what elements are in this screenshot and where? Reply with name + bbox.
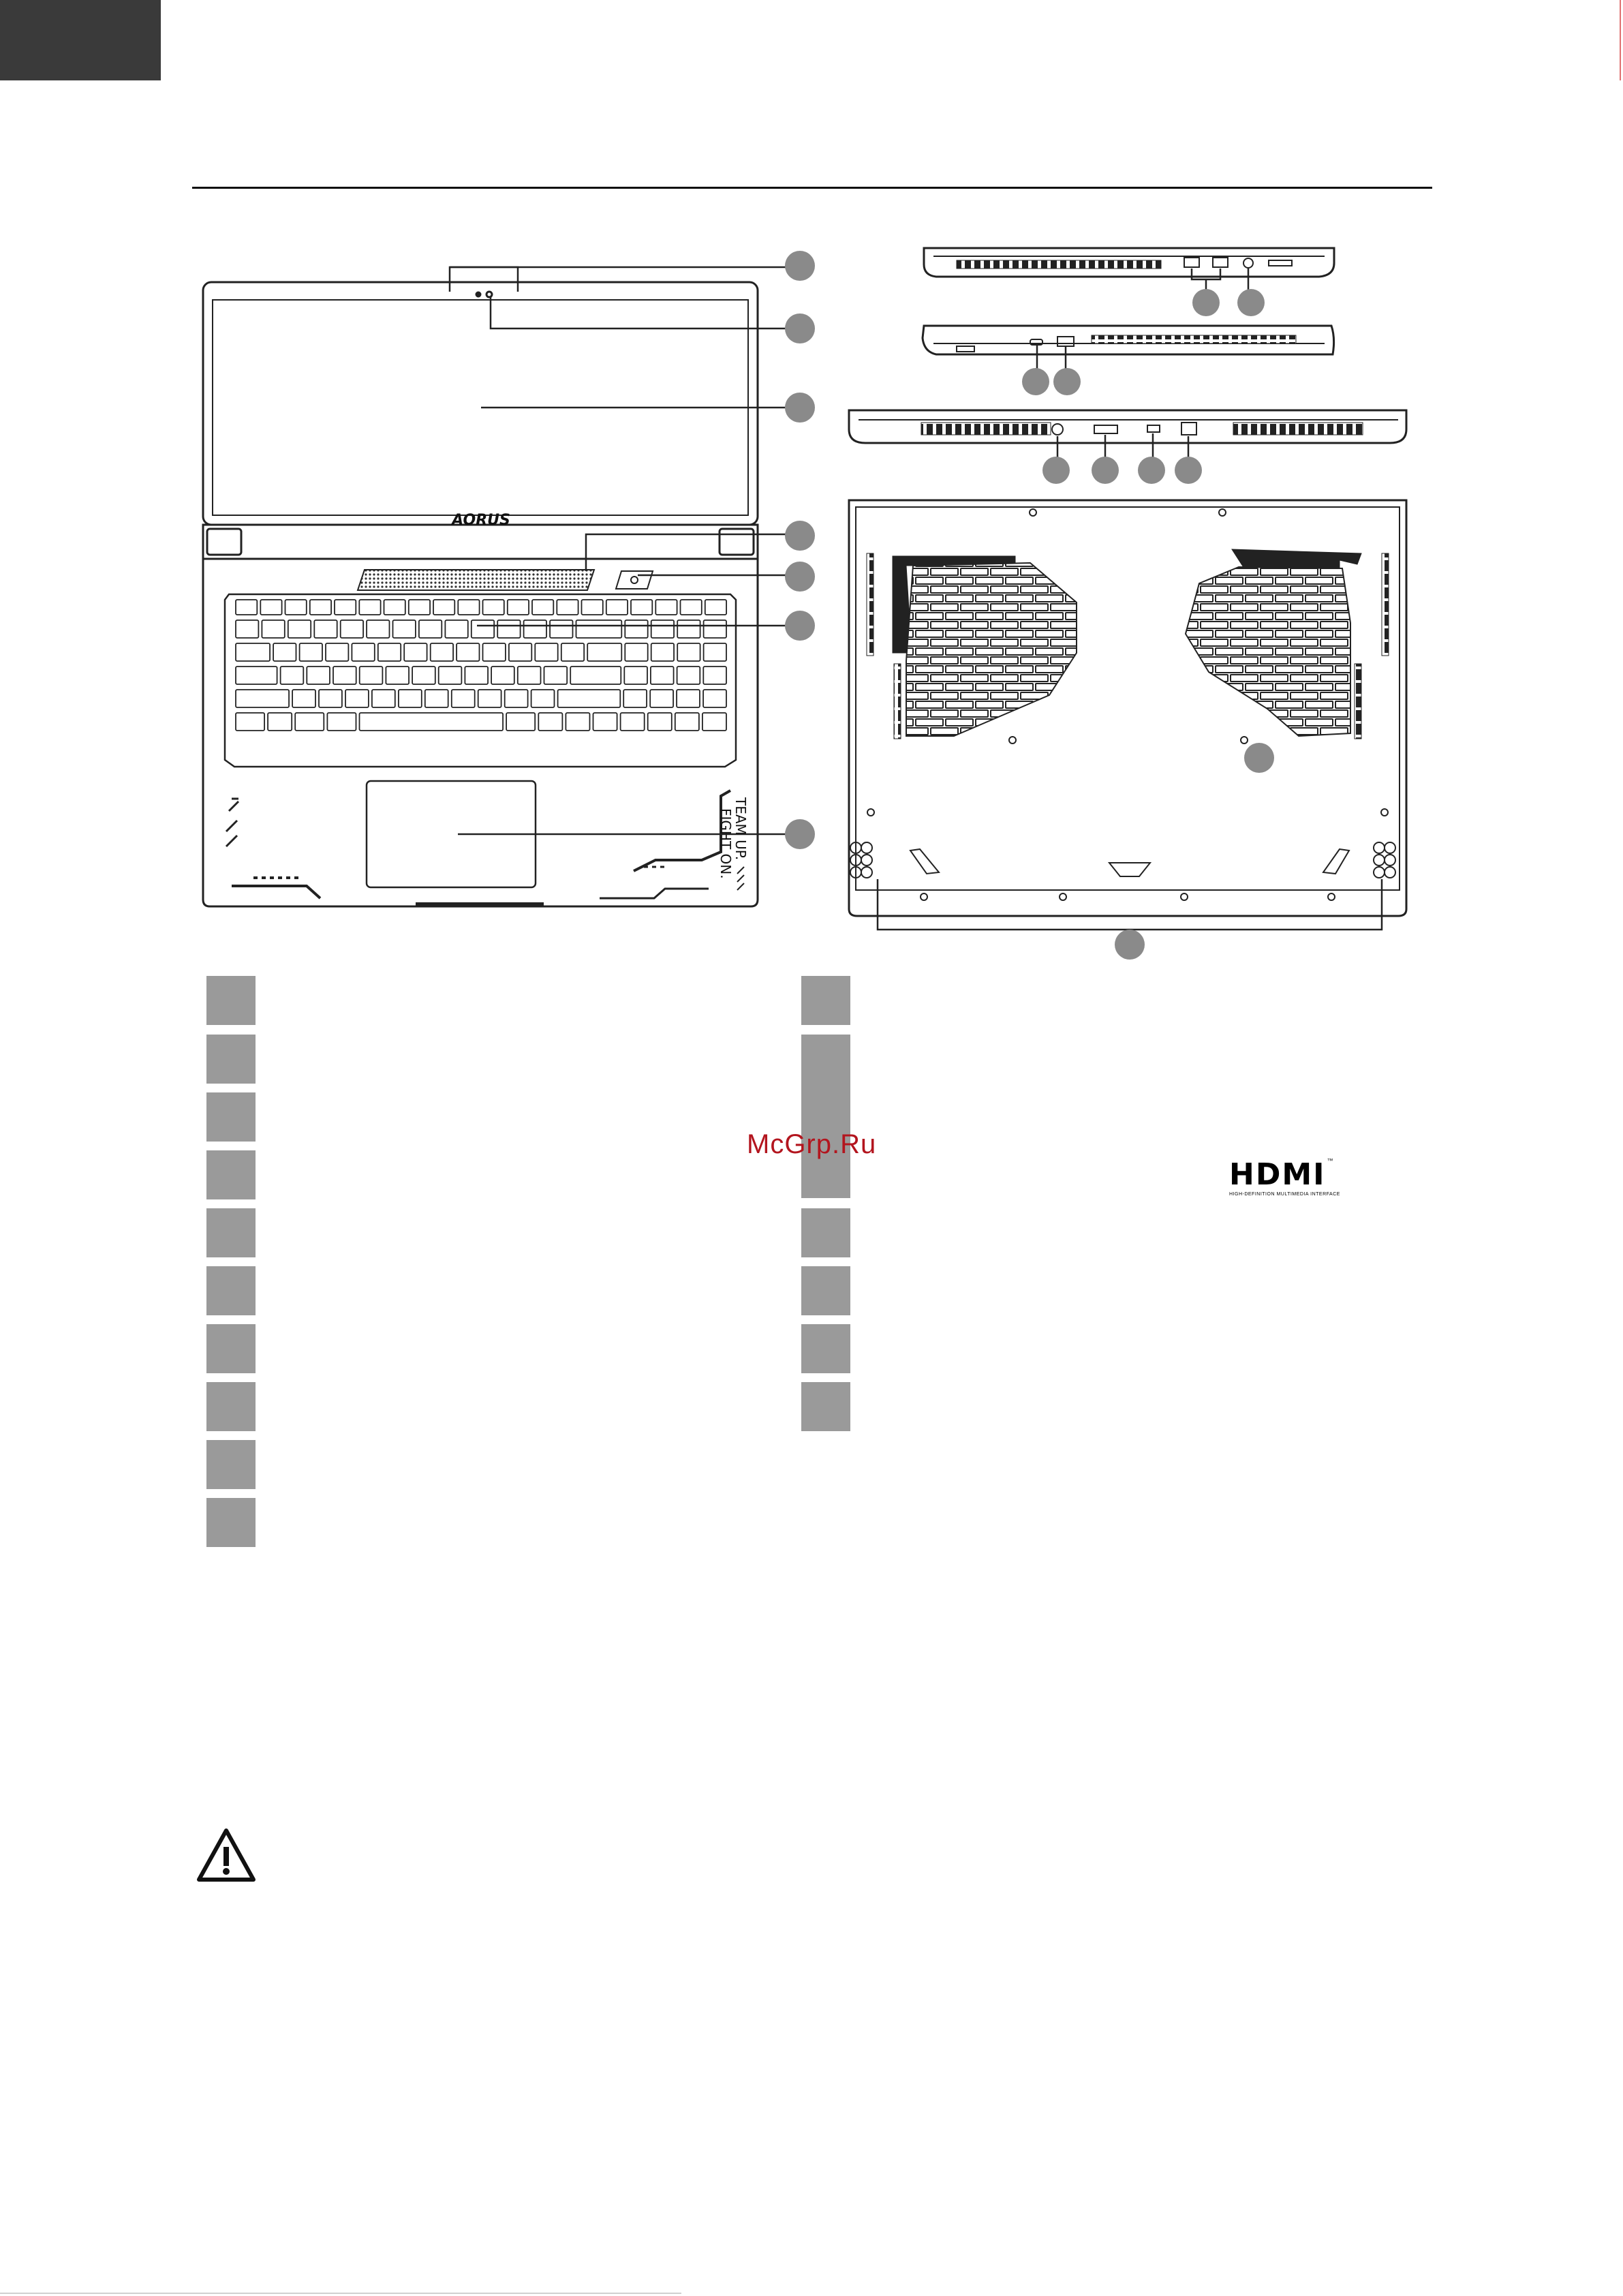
callout-badge-icon xyxy=(785,611,815,641)
keyboard-key xyxy=(702,713,726,731)
keyboard-key xyxy=(360,713,504,731)
keyboard-key xyxy=(505,690,528,707)
keyboard-key xyxy=(457,643,479,661)
keyboard-key xyxy=(625,620,647,638)
keyboard-key xyxy=(307,667,330,684)
power-button xyxy=(616,571,653,589)
usb-port-c xyxy=(1057,337,1074,346)
keyboard-key xyxy=(273,643,296,661)
keyboard-key xyxy=(288,620,311,638)
keyboard-key xyxy=(327,713,356,731)
right-side-view xyxy=(923,326,1334,354)
keyboard-key xyxy=(561,643,584,661)
callout-badge-icon xyxy=(785,521,815,551)
keyboard-key xyxy=(326,643,348,661)
hdmi-wordmark: HDMI xyxy=(1229,1157,1326,1192)
keyboard-key xyxy=(483,643,506,661)
keyboard-key xyxy=(538,713,562,731)
number-box xyxy=(206,1035,256,1084)
number-box xyxy=(801,1324,850,1373)
keyboard-key xyxy=(431,643,453,661)
keyboard-key xyxy=(419,620,442,638)
number-box xyxy=(206,1440,256,1489)
keyboard-key xyxy=(292,690,315,707)
keyboard-key xyxy=(425,690,448,707)
palmrest-slogan-line1: TEAM UP. xyxy=(732,797,749,861)
keyboard-key xyxy=(399,690,422,707)
keyboard-key xyxy=(576,620,622,638)
keyboard-key xyxy=(648,713,672,731)
audio-jack xyxy=(1243,258,1253,268)
keyboard-key xyxy=(675,713,699,731)
callout-badge-icon xyxy=(1042,457,1070,484)
keyboard-key xyxy=(703,667,726,684)
keyboard-key xyxy=(384,600,405,615)
keyboard-key xyxy=(285,600,307,615)
keyboard-key xyxy=(360,667,383,684)
keyboard-key xyxy=(236,667,277,684)
keyboard-key xyxy=(260,600,281,615)
callout-badge-icon xyxy=(785,393,815,423)
keyboard-key xyxy=(587,643,621,661)
callout-badge-icon xyxy=(1115,930,1145,960)
keyboard-key xyxy=(550,620,572,638)
callout-badge-icon xyxy=(1053,368,1081,395)
front-callout-lines xyxy=(450,267,800,834)
keyboard-key xyxy=(378,643,401,661)
keyboard-key xyxy=(704,620,726,638)
number-box xyxy=(801,1208,850,1257)
keyboard-key xyxy=(703,690,726,707)
keyboard-key xyxy=(236,620,258,638)
keyboard-key xyxy=(393,620,416,638)
callout-badge-icon xyxy=(1192,289,1220,316)
keyboard-key xyxy=(439,667,462,684)
usb-port-a xyxy=(1184,258,1199,267)
number-box xyxy=(801,1382,850,1431)
callout-badge-icon xyxy=(1138,457,1165,484)
number-box xyxy=(206,1150,256,1199)
keyboard-key xyxy=(518,667,541,684)
laptop-overview-figures xyxy=(0,0,1623,968)
keyboard-key xyxy=(508,600,529,615)
keyboard-key xyxy=(655,600,677,615)
keyboard-key xyxy=(606,600,628,615)
keyboard-key xyxy=(409,600,430,615)
microphone-dot xyxy=(476,292,480,296)
keyboard-keys xyxy=(236,600,726,731)
number-box xyxy=(206,1324,256,1373)
number-box xyxy=(206,976,256,1025)
callout-badge-icon xyxy=(785,251,815,281)
keyboard-key xyxy=(335,600,356,615)
palmrest-slogan-line2: FIGHT ON. xyxy=(717,808,734,879)
usb-port-b xyxy=(1213,258,1228,267)
keyboard-key xyxy=(497,620,520,638)
hdmi-tagline: HIGH-DEFINITION MULTIMEDIA INTERFACE xyxy=(1229,1192,1340,1197)
callout-badge-icon xyxy=(785,819,815,849)
keyboard-key xyxy=(705,600,726,615)
number-box xyxy=(206,1498,256,1547)
hdmi-logo xyxy=(1229,1157,1379,1198)
keyboard-key xyxy=(651,620,674,638)
keyboard-key xyxy=(570,667,621,684)
keyboard-key xyxy=(458,600,479,615)
rear-view xyxy=(849,410,1406,443)
keyboard-key xyxy=(625,643,647,661)
keyboard-key xyxy=(677,690,700,707)
number-box xyxy=(206,1208,256,1257)
number-box xyxy=(801,1035,850,1198)
number-box xyxy=(206,1092,256,1142)
keyboard-key xyxy=(281,667,304,684)
keyboard-key xyxy=(544,667,568,684)
mini-dp-port xyxy=(1147,425,1160,432)
keyboard-key xyxy=(372,690,395,707)
callout-badge-icon xyxy=(1175,457,1202,484)
keyboard-key xyxy=(677,620,700,638)
keyboard-key xyxy=(651,643,674,661)
keyboard-key xyxy=(300,643,322,661)
speaker-grill xyxy=(358,570,594,590)
callout-badge-icon xyxy=(1022,368,1049,395)
keyboard-key xyxy=(621,713,645,731)
keyboard-key xyxy=(624,667,647,684)
keyboard-key xyxy=(558,690,621,707)
keyboard-key xyxy=(352,643,374,661)
number-box xyxy=(801,976,850,1025)
callout-badge-icon xyxy=(1237,289,1265,316)
keyboard-key xyxy=(386,667,409,684)
watermark-text: McGrp.Ru xyxy=(747,1129,877,1159)
keyboard-key xyxy=(532,600,553,615)
callout-badge-icon xyxy=(1244,743,1274,773)
rj45-port xyxy=(1181,423,1196,435)
keyboard-key xyxy=(367,620,389,638)
hdmi-port xyxy=(1094,425,1117,433)
keyboard-key xyxy=(677,667,700,684)
callout-badge-icon xyxy=(785,313,815,343)
keyboard-key xyxy=(433,600,454,615)
left-side-view xyxy=(924,248,1334,277)
front-callout-badges xyxy=(785,251,815,849)
keyboard-key xyxy=(412,667,435,684)
callout-badge-icon xyxy=(1092,457,1119,484)
keyboard-key xyxy=(593,713,617,731)
keyboard-key xyxy=(314,620,337,638)
keyboard-key xyxy=(236,690,289,707)
webcam-lens xyxy=(486,292,492,297)
number-box xyxy=(801,1266,850,1315)
bottom-view xyxy=(849,500,1406,916)
keyboard-key xyxy=(623,690,647,707)
number-box xyxy=(206,1382,256,1431)
keyboard-key xyxy=(650,690,673,707)
keyboard-key xyxy=(524,620,546,638)
keyboard-key xyxy=(236,600,257,615)
keyboard-key xyxy=(268,713,292,731)
dc-in-jack xyxy=(1052,424,1063,435)
keyboard-key xyxy=(704,643,726,661)
keyboard-key xyxy=(404,643,427,661)
hdmi-trademark: ™ xyxy=(1327,1157,1333,1164)
keyboard-key xyxy=(345,690,369,707)
keyboard-key xyxy=(452,690,475,707)
keyboard-key xyxy=(506,713,535,731)
keyboard-key xyxy=(681,600,702,615)
front-view xyxy=(203,282,758,906)
keyboard-key xyxy=(535,643,557,661)
keyboard-key xyxy=(509,643,531,661)
number-box xyxy=(206,1266,256,1315)
keyboard-key xyxy=(236,713,264,731)
keyboard-key xyxy=(582,600,603,615)
rear-callouts xyxy=(1057,433,1188,469)
keyboard-key xyxy=(491,667,514,684)
keyboard-key xyxy=(465,667,488,684)
keyboard-key xyxy=(557,600,578,615)
keyboard-key xyxy=(677,643,700,661)
keyboard-key xyxy=(478,690,501,707)
keyboard-key xyxy=(483,600,504,615)
keyboard-key xyxy=(359,600,380,615)
keyboard-key xyxy=(295,713,324,731)
warning-icon xyxy=(195,1826,258,1884)
keyboard-key xyxy=(531,690,555,707)
footer-line xyxy=(0,2293,681,2294)
keyboard-key xyxy=(333,667,356,684)
keyboard-key xyxy=(310,600,331,615)
keyboard-key xyxy=(341,620,363,638)
keyboard-key xyxy=(566,713,589,731)
keyboard-key xyxy=(631,600,652,615)
callout-badge-icon xyxy=(785,562,815,592)
keyboard-key xyxy=(262,620,284,638)
keyboard-key xyxy=(472,620,494,638)
keyboard-key xyxy=(319,690,342,707)
keyboard-key xyxy=(651,667,674,684)
keyboard-key xyxy=(445,620,467,638)
aorus-logo: AORUS xyxy=(452,512,510,529)
keyboard-key xyxy=(236,643,270,661)
